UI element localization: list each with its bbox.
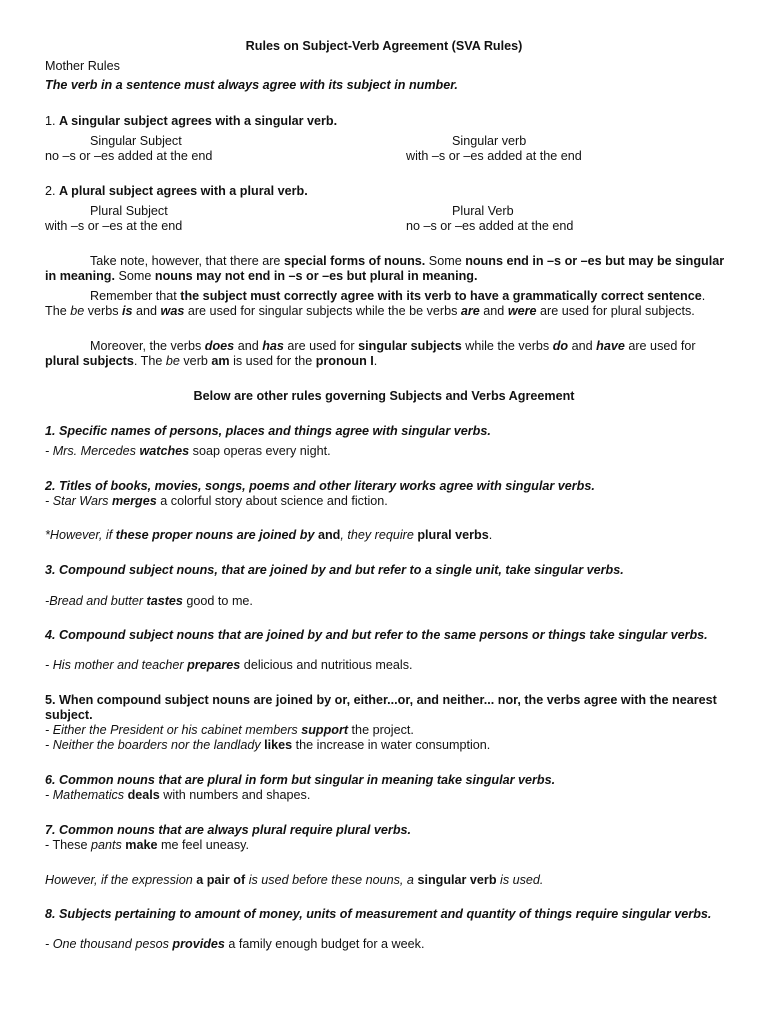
note-special-nouns: Take note, however, that there are special forms of nouns. Some nouns end in –s or –es but may be singular in meaning. Some nouns may not end in –s or –es but plural in meaning. xyxy=(45,254,725,283)
rule-item-5-example-2: - Neither the boarders nor the landlady likes the increase in water consumption. xyxy=(45,738,491,752)
rule-1-col2-desc: with –s or –es added at the end xyxy=(406,149,582,163)
rule-item-3-example: -Bread and butter tastes good to me. xyxy=(45,594,253,608)
other-rules-heading: Below are other rules governing Subjects and Verbs Agreement xyxy=(193,389,575,403)
rule-item-3: 3. Compound subject nouns, that are joined by and but refer to a single unit, take singular verbs. xyxy=(45,563,624,577)
rule-item-6: 6. Common nouns that are plural in form but singular in meaning take singular verbs. xyxy=(45,773,556,787)
rule-2-col2-head: Plural Verb xyxy=(452,204,514,218)
rule-1-number: 1. xyxy=(45,114,60,128)
rule-item-4: 4. Compound subject nouns that are joined by and but refer to the same persons or things take singular verbs. xyxy=(45,628,708,642)
rule-item-2-note: *However, if these proper nouns are joined by and, they require plural verbs. xyxy=(45,528,493,542)
rule-1-text: A singular subject agrees with a singular verb. xyxy=(59,114,338,128)
rule-item-1: 1. Specific names of persons, places and things agree with singular verbs. xyxy=(45,424,491,438)
rule-2-col1-head: Plural Subject xyxy=(90,204,168,218)
rule-1-col1-head: Singular Subject xyxy=(90,134,182,148)
rule-item-8: 8. Subjects pertaining to amount of money, units of measurement and quantity of things require singular verbs. xyxy=(45,907,712,921)
rule-item-1-example: - Mrs. Mercedes watches soap operas every night. xyxy=(45,444,331,458)
rule-1-heading xyxy=(45,114,337,129)
rule-2-col2-desc: no –s or –es added at the end xyxy=(406,219,574,233)
rule-item-2-example: - Star Wars merges a colorful story about science and fiction. xyxy=(45,494,388,508)
mother-rule: The verb in a sentence must always agree with its subject in number. xyxy=(45,78,458,92)
note-does-has: Moreover, the verbs does and has are used for singular subjects while the verbs do and have are used for plural subjects. The be verb am is used for the pronoun I. xyxy=(45,339,696,368)
rule-2-text: A plural subject agrees with a plural verb. xyxy=(59,184,308,198)
page-title: Rules on Subject-Verb Agreement (SVA Rules) xyxy=(245,39,523,53)
rule-2-col1-desc: with –s or –es at the end xyxy=(45,219,183,233)
rule-1-col1-desc: no –s or –es added at the end xyxy=(45,149,213,163)
rule-item-8-example: - One thousand pesos provides a family enough budget for a week. xyxy=(45,937,425,951)
rule-item-5-example-1: - Either the President or his cabinet members support the project. xyxy=(45,723,414,737)
rule-2-heading xyxy=(45,184,308,199)
rule-item-4-example: - His mother and teacher prepares delicious and nutritious meals. xyxy=(45,658,413,672)
rule-item-7-example: - These pants make me feel uneasy. xyxy=(45,838,249,852)
rule-item-7: 7. Common nouns that are always plural require plural verbs. xyxy=(45,823,412,837)
rule-2-number: 2. xyxy=(45,184,60,198)
rule-item-6-example: - Mathematics deals with numbers and shapes. xyxy=(45,788,311,802)
rule-item-2: 2. Titles of books, movies, songs, poems and other literary works agree with singular verbs. xyxy=(45,479,595,493)
rule-item-7-note: However, if the expression a pair of is used before these nouns, a singular verb is used. xyxy=(45,873,544,887)
note-be-verbs: Remember that the subject must correctly agree with its verb to have a grammatically correct sentence. The be verbs is and was are used for singular subjects while the be verbs are and were are used for plural subjects. xyxy=(45,289,706,318)
mother-rules-label: Mother Rules xyxy=(45,59,120,73)
rule-1-col2-head: Singular verb xyxy=(452,134,527,148)
rule-item-5: 5. When compound subject nouns are joined by or, either...or, and neither... nor, the verbs agree with the nearest subject. xyxy=(45,693,717,722)
